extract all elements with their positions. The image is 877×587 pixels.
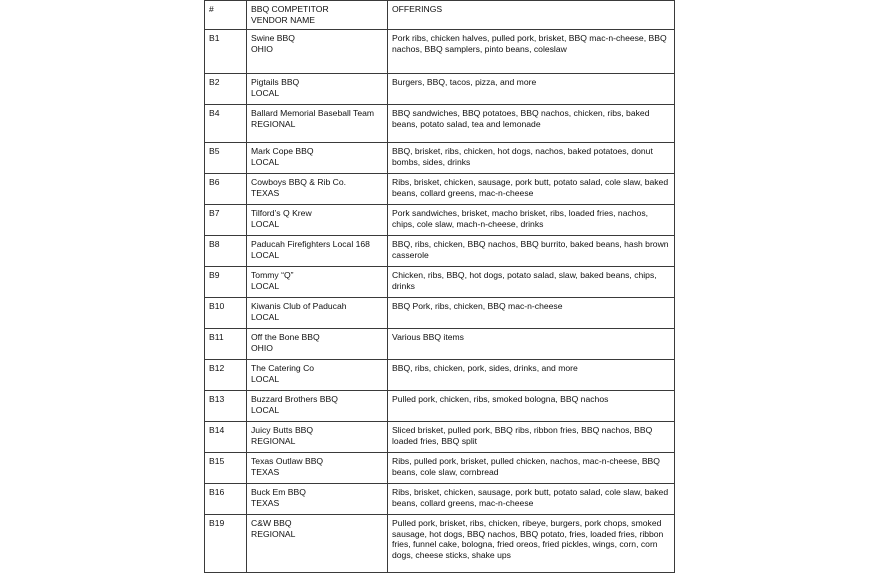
offerings-cell: Pulled pork, brisket, ribs, chicken, ribeye, burgers, pork chops, smoked sausage, hot dogs, BBQ nachos, BBQ potato, fries, loaded fries, ribbon fries, funnel cake, bologna, fried oreos, fried pickles, wings, corn, corn dogs, cheese sticks, shake ups xyxy=(388,515,675,573)
vendor-cell xyxy=(247,515,388,573)
vendor-cell xyxy=(247,174,388,205)
vendor-region: OHIO xyxy=(251,43,273,54)
vendor-name: Kiwanis Club of Paducah xyxy=(251,301,347,312)
vendor-cell xyxy=(247,30,388,74)
booth-number: B6 xyxy=(205,174,247,205)
vendor-name: Tilford’s Q Krew xyxy=(251,208,312,219)
vendor-name: Ballard Memorial Baseball Team xyxy=(251,108,375,119)
vendor-region: LOCAL xyxy=(251,280,280,291)
vendor-cell xyxy=(247,484,388,515)
offerings-cell: Ribs, brisket, chicken, sausage, pork butt, potato salad, cole slaw, baked beans, collard greens, mac-n-cheese xyxy=(388,484,675,515)
column-header-vendor-line1: BBQ COMPETITOR xyxy=(251,4,329,14)
offerings-cell: Ribs, brisket, chicken, sausage, pork butt, potato salad, cole slaw, baked beans, collard greens, mac-n-cheese xyxy=(388,174,675,205)
table-row xyxy=(205,267,675,298)
booth-number: B15 xyxy=(205,453,247,484)
vendor-region: TEXAS xyxy=(251,497,280,508)
offerings-cell: BBQ sandwiches, BBQ potatoes, BBQ nachos, chicken, ribs, baked beans, potato salad, tea and lemonade xyxy=(388,105,675,143)
vendor-cell xyxy=(247,236,388,267)
vendor-name: The Catering Co xyxy=(251,363,315,374)
offerings-cell: BBQ Pork, ribs, chicken, BBQ mac-n-cheese xyxy=(388,298,675,329)
vendor-cell xyxy=(247,391,388,422)
vendor-cell xyxy=(247,360,388,391)
vendor-region: LOCAL xyxy=(251,249,280,260)
vendor-region: REGIONAL xyxy=(251,435,296,446)
vendor-cell xyxy=(247,298,388,329)
booth-number: B11 xyxy=(205,329,247,360)
vendor-region: LOCAL xyxy=(251,87,280,98)
offerings-cell: Pork sandwiches, brisket, macho brisket, ribs, loaded fries, nachos, chips, cole slaw, mach-n-cheese, drinks xyxy=(388,205,675,236)
table-row xyxy=(205,422,675,453)
vendor-region: LOCAL xyxy=(251,156,280,167)
offerings-cell: BBQ, ribs, chicken, pork, sides, drinks, and more xyxy=(388,360,675,391)
booth-number: B16 xyxy=(205,484,247,515)
table-row xyxy=(205,105,675,143)
vendor-name: C&W BBQ xyxy=(251,518,292,529)
table-row xyxy=(205,453,675,484)
vendor-cell xyxy=(247,74,388,105)
booth-number: B10 xyxy=(205,298,247,329)
vendor-cell xyxy=(247,422,388,453)
booth-number: B13 xyxy=(205,391,247,422)
vendor-region: OHIO xyxy=(251,342,273,353)
table-row xyxy=(205,174,675,205)
vendor-cell xyxy=(247,329,388,360)
vendor-name: Mark Cope BBQ xyxy=(251,146,314,157)
vendor-rows xyxy=(205,30,675,573)
offerings-cell: Ribs, pulled pork, brisket, pulled chicken, nachos, mac-n-cheese, BBQ beans, cole slaw, cornbread xyxy=(388,453,675,484)
vendor-region: REGIONAL xyxy=(251,118,296,129)
booth-number: B5 xyxy=(205,143,247,174)
vendor-region: LOCAL xyxy=(251,404,280,415)
vendor-name: Juicy Butts BBQ xyxy=(251,425,314,436)
table-row xyxy=(205,143,675,174)
vendor-name: Off the Bone BBQ xyxy=(251,332,320,343)
table-row xyxy=(205,360,675,391)
vendor-name: Pigtails BBQ xyxy=(251,77,300,88)
offerings-cell: Burgers, BBQ, tacos, pizza, and more xyxy=(388,74,675,105)
vendor-name: Buck Em BBQ xyxy=(251,487,306,498)
table-row xyxy=(205,74,675,105)
vendor-region: TEXAS xyxy=(251,187,280,198)
vendor-cell xyxy=(247,267,388,298)
table-row xyxy=(205,329,675,360)
vendor-region: LOCAL xyxy=(251,218,280,229)
offerings-cell: BBQ, ribs, chicken, BBQ nachos, BBQ burrito, baked beans, hash brown casserole xyxy=(388,236,675,267)
booth-number: B19 xyxy=(205,515,247,573)
offerings-cell: Chicken, ribs, BBQ, hot dogs, potato salad, slaw, baked beans, chips, drinks xyxy=(388,267,675,298)
booth-number: B12 xyxy=(205,360,247,391)
offerings-cell: Pulled pork, chicken, ribs, smoked bologna, BBQ nachos xyxy=(388,391,675,422)
table-row xyxy=(205,205,675,236)
table-row xyxy=(205,236,675,267)
column-header-vendor xyxy=(247,1,388,30)
table-header-row xyxy=(205,1,675,30)
vendor-name: Texas Outlaw BBQ xyxy=(251,456,324,467)
table-row xyxy=(205,391,675,422)
booth-number: B8 xyxy=(205,236,247,267)
vendor-table xyxy=(204,0,675,573)
offerings-cell: Various BBQ items xyxy=(388,329,675,360)
vendor-region: TEXAS xyxy=(251,466,280,477)
table-row xyxy=(205,484,675,515)
vendor-cell xyxy=(247,205,388,236)
booth-number: B14 xyxy=(205,422,247,453)
vendor-region: REGIONAL xyxy=(251,528,296,539)
vendor-cell xyxy=(247,453,388,484)
offerings-cell: Pork ribs, chicken halves, pulled pork, brisket, BBQ mac-n-cheese, BBQ nachos, BBQ samplers, pinto beans, coleslaw xyxy=(388,30,675,74)
vendor-name: Paducah Firefighters Local 168 xyxy=(251,239,370,250)
vendor-name: Buzzard Brothers BBQ xyxy=(251,394,338,405)
vendor-name: Cowboys BBQ & Rib Co. xyxy=(251,177,347,188)
booth-number: B4 xyxy=(205,105,247,143)
vendor-region: LOCAL xyxy=(251,311,280,322)
vendor-name: Swine BBQ xyxy=(251,33,295,44)
vendor-cell xyxy=(247,143,388,174)
vendor-region: LOCAL xyxy=(251,373,280,384)
booth-number: B1 xyxy=(205,30,247,74)
booth-number: B9 xyxy=(205,267,247,298)
table-row xyxy=(205,30,675,74)
vendor-cell xyxy=(247,105,388,143)
booth-number: B2 xyxy=(205,74,247,105)
vendor-name: Tommy “Q” xyxy=(251,270,294,281)
column-header-number: # xyxy=(205,1,247,30)
booth-number: B7 xyxy=(205,205,247,236)
table-row xyxy=(205,515,675,573)
offerings-cell: Sliced brisket, pulled pork, BBQ ribs, ribbon fries, BBQ nachos, BBQ loaded fries, BBQ split xyxy=(388,422,675,453)
column-header-offerings: OFFERINGS xyxy=(388,1,675,30)
offerings-cell: BBQ, brisket, ribs, chicken, hot dogs, nachos, baked potatoes, donut bombs, sides, drinks xyxy=(388,143,675,174)
table-row xyxy=(205,298,675,329)
column-header-vendor-line2: VENDOR NAME xyxy=(251,14,315,25)
